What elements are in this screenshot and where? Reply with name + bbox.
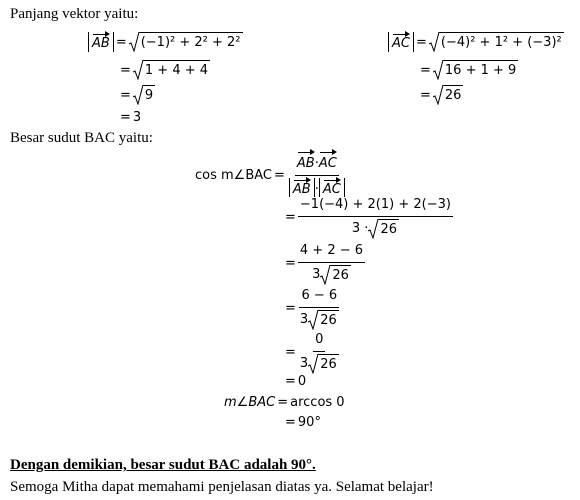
ab-vector: AB bbox=[92, 32, 110, 51]
intro-text: Panjang vektor yaitu: bbox=[10, 6, 139, 22]
conclusion-text: Dengan demikian, besar sudut BAC adalah 90°. bbox=[10, 457, 316, 473]
cos-step-3: = 4 + 2 − 6 3 26 bbox=[285, 243, 364, 283]
ab-norm bbox=[88, 32, 114, 51]
cos-step-6: = 0 bbox=[285, 374, 307, 389]
ab-magnitude-line-2: = 1 + 4 + 4 bbox=[118, 60, 210, 80]
cos-step-2: = −1(−4) + 2(1) + 2(−3) 3 · 26 bbox=[285, 197, 451, 237]
angle-arccos-line: m∠BAC = arccos 0 bbox=[224, 395, 345, 410]
ac-norm bbox=[388, 32, 414, 51]
ab-sqrt-1: (−1)² + 2² + 2² bbox=[129, 32, 243, 52]
ac-magnitude-line-2: = 16 + 1 + 9 bbox=[418, 60, 518, 80]
cos-step-5: = 0 3 26 bbox=[285, 332, 337, 372]
ab-magnitude-line-4: = 3 bbox=[120, 110, 142, 125]
ac-vector: AC bbox=[392, 32, 410, 51]
cos-label: cos m∠BAC bbox=[195, 167, 272, 183]
ac-magnitude-line-1: AC = (−4)² + 1² + (−3)² bbox=[388, 32, 564, 52]
closing-text: Semoga Mitha dapat memahami penjelasan diatas ya. Selamat belajar! bbox=[10, 479, 434, 495]
cos-fraction: $\frac{AB\cdot AC}{AB \cdot AC}$ bbox=[287, 150, 347, 200]
ac-magnitude-line-3: = 26 bbox=[418, 85, 463, 105]
ab-magnitude-line-1: AB = (−1)² + 2² + 2² bbox=[88, 32, 243, 52]
angle-result-line: = 90° bbox=[285, 415, 321, 430]
angle-intro-text: Besar sudut BAC yaitu: bbox=[10, 130, 153, 146]
m-label: m∠BAC bbox=[224, 395, 276, 410]
ab-magnitude-line-3: = 9 bbox=[118, 85, 155, 105]
cos-step-1: cos m∠BAC = $\frac{AB\cdot AC}{AB \cdot AC}$ bbox=[195, 150, 347, 200]
cos-step-4: = 6 − 6 3 26 bbox=[285, 288, 338, 328]
